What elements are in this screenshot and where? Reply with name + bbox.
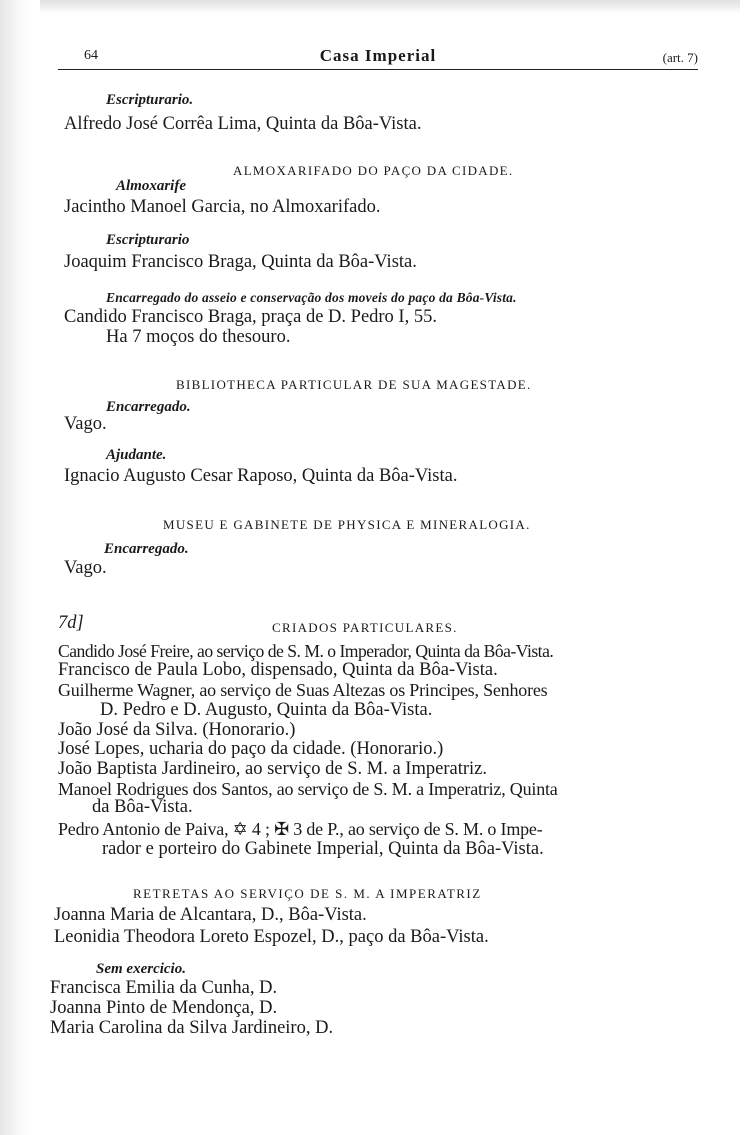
entry-line: Ignacio Augusto Cesar Raposo, Quinta da Bôa-Vista. — [64, 466, 458, 486]
entry-line: Joaquim Francisco Braga, Quinta da Bôa-Vista. — [64, 252, 417, 272]
entry-line: rador e porteiro do Gabinete Imperial, Quinta da Bôa-Vista. — [102, 839, 544, 859]
entry-line: Joanna Pinto de Mendonça, D. — [50, 998, 278, 1018]
entry-line: Pedro Antonio de Paiva, ✡ 4 ; ✠ 3 de P., ao serviço de S. M. o Impe- — [58, 819, 543, 839]
entry-line: Jacintho Manoel Garcia, no Almoxarifado. — [64, 197, 381, 217]
entry-line: Alfredo José Corrêa Lima, Quinta da Bôa-Vista. — [64, 114, 422, 134]
role-title: Encarregado. — [104, 541, 189, 557]
entry-line: João Baptista Jardineiro, ao serviço de S. M. a Imperatriz. — [58, 759, 487, 779]
entry-line: Candido José Freire, ao serviço de S. M. o Imperador, Quinta da Bôa-Vista. — [58, 641, 554, 661]
role-title: Ajudante. — [106, 447, 167, 463]
entry-line: Leonidia Theodora Loreto Espozel, D., paço da Bôa-Vista. — [54, 927, 489, 947]
section-number: 7d] — [58, 613, 84, 633]
role-title: Encarregado. — [106, 399, 191, 415]
role-title: Escripturario. — [106, 92, 194, 108]
page-edge-shadow — [0, 0, 34, 1135]
entry-line: José Lopes, ucharia do paço da cidade. (Honorario.) — [58, 739, 444, 759]
section-heading: CRIADOS PARTICULARES. — [272, 620, 458, 635]
role-title: Almoxarife — [116, 178, 186, 194]
section-heading: MUSEU E GABINETE DE PHYSICA E MINERALOGIA. — [163, 517, 531, 532]
page-top-shadow — [40, 0, 740, 14]
article-reference: (art. 7) — [662, 50, 698, 65]
entry-line: Ha 7 moços do thesouro. — [106, 327, 291, 347]
entry-line: D. Pedro e D. Augusto, Quinta da Bôa-Vista. — [100, 700, 433, 720]
entry-line: Francisca Emilia da Cunha, D. — [50, 978, 278, 998]
section-heading: BIBLIOTHECA PARTICULAR DE SUA MAGESTADE. — [176, 377, 532, 392]
role-title: Sem exercicio. — [96, 961, 186, 977]
entry-line: João José da Silva. (Honorario.) — [58, 720, 296, 740]
page-title: Casa Imperial — [319, 46, 437, 65]
header-rule — [58, 69, 698, 70]
running-header — [58, 44, 698, 70]
section-heading: ALMOXARIFADO DO PAÇO DA CIDADE. — [233, 163, 514, 178]
entry-line: da Bôa-Vista. — [92, 797, 193, 817]
entry-line: Guilherme Wagner, ao serviço de Suas Altezas os Principes, Senhores — [58, 680, 548, 700]
role-title: Encarregado do asseio e conservação dos moveis do paço da Bôa-Vista. — [106, 290, 517, 305]
entry-line: Candido Francisco Braga, praça de D. Pedro I, 55. — [64, 307, 437, 327]
page-number: 64 — [84, 48, 98, 63]
entry-line: Francisco de Paula Lobo, dispensado, Quinta da Bôa-Vista. — [58, 660, 498, 680]
entry-line: Joanna Maria de Alcantara, D., Bôa-Vista. — [54, 905, 367, 925]
entry-line: Maria Carolina da Silva Jardineiro, D. — [50, 1018, 334, 1038]
entry-line: Vago. — [64, 414, 107, 434]
role-title: Escripturario — [106, 232, 190, 248]
entry-line: Vago. — [64, 558, 107, 578]
entry-line: Manoel Rodrigues dos Santos, ao serviço de S. M. a Imperatriz, Quinta — [58, 779, 558, 799]
section-heading: RETRETAS AO SERVIÇO DE S. M. A IMPERATRIZ — [133, 886, 482, 901]
